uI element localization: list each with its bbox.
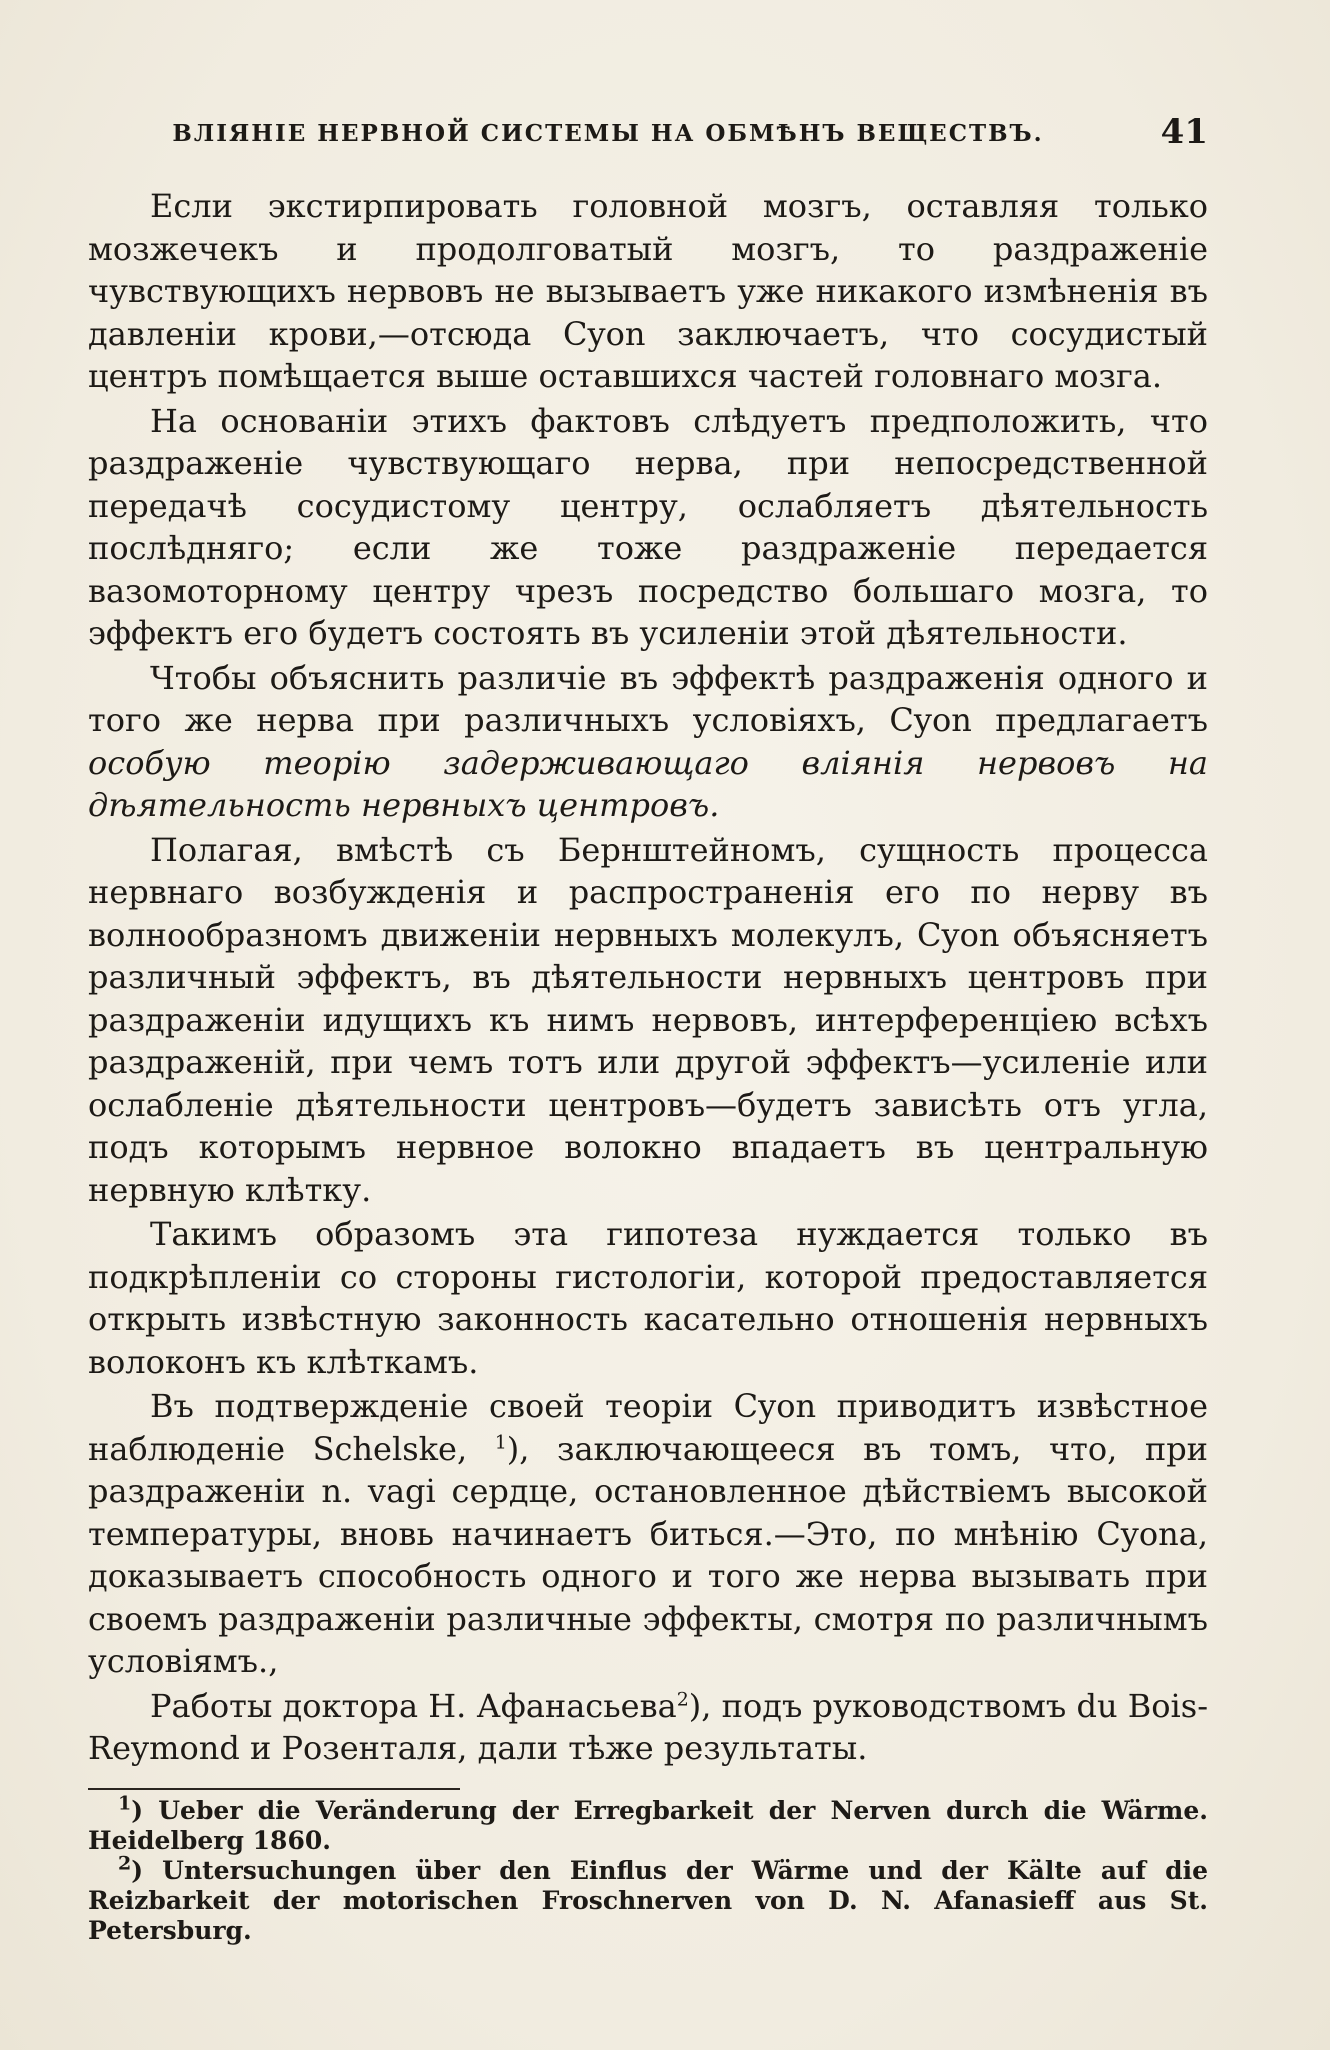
paragraph-6-text-a: Въ подтвержденіе своей теоріи Cyon приводитъ извѣстное наблюденіе Schelske, xyxy=(88,1387,1208,1468)
footnote-1 xyxy=(88,1792,1208,1856)
footnote-ref-1: 1 xyxy=(494,1430,507,1453)
paragraph-7-text-a: Работы доктора Н. Афанасьева xyxy=(150,1686,677,1725)
paragraph-6-text-b: ), заключающееся въ томъ, что, при раздраженіи n. vagi сердце, остановленное дѣйствіемъ высокой температуры, вновь начинаетъ биться.—Это, по мнѣнію Cyona, доказываетъ способность одного и того же нерва вызывать при своемъ раздраженіи различные эффекты, смотря по различнымъ условіямъ., xyxy=(88,1429,1209,1680)
running-title: ВЛІЯНІЕ НЕРВНОЙ СИСТЕМЫ НА ОБМѢНЪ ВЕЩЕСТВЪ. xyxy=(172,120,1044,147)
footnote-1-mark: 1 xyxy=(118,1792,132,1815)
footnotes xyxy=(88,1792,1208,1946)
paragraph-1: Если экстирпировать головной мозгъ, оставляя только мозжечекъ и продолговатый мозгъ, то раздраженіе чувствующихъ нервовъ не вызываетъ уже никакого измѣненія въ давленіи крови,—отсюда Cyon заключаетъ, что сосудистый центръ помѣщается выше оставшихся частей головнаго мозга. xyxy=(88,187,1208,395)
paragraph-5: Такимъ образомъ эта гипотеза нуждается только въ подкрѣпленіи со стороны гистологіи, которой предоставляется открыть извѣстную законность касательно отношенія нервныхъ волоконъ къ клѣткамъ. xyxy=(88,1215,1208,1381)
footnote-2-mark: 2 xyxy=(118,1852,132,1875)
footnote-2-text: ) Untersuchungen über den Einflus der Wärme und der Kälte auf die Reizbarkeit der motorischen Froschnerven von D. N. Afanasieff aus St. Petersburg. xyxy=(88,1856,1208,1945)
footnote-1-text: ) Ueber die Veränderung der Erregbarkeit der Nerven durch die Wärme. Heidelberg 1860. xyxy=(88,1796,1208,1855)
paragraph-7-text-b: ), подъ руководствомъ du Bois-Reymond и Розенталя, дали тѣже результаты. xyxy=(88,1686,1209,1767)
page-number: 41 xyxy=(1160,112,1208,152)
paragraph-6 xyxy=(88,1385,1208,1683)
page-header xyxy=(88,112,1208,156)
footnote-divider xyxy=(88,1788,460,1790)
paragraph-3-text: Чтобы объяснить различіе въ эффектѣ раздраженія одного и того же нерва при различныхъ условіяхъ, Cyon предлагаетъ xyxy=(88,658,1208,739)
paragraph-7 xyxy=(88,1685,1208,1770)
paragraph-2: На основаніи этихъ фактовъ слѣдуетъ предположить, что раздраженіе чувствующаго нерва, при непосредственной передачѣ сосудистому центру, ослабляетъ дѣятельность послѣдняго; если же тоже раздраженіе передается вазомоторному центру чрезъ посредство большаго мозга, то эффектъ его будетъ состоять въ усиленіи этой дѣятельности. xyxy=(88,401,1208,652)
paragraph-3 xyxy=(88,657,1208,827)
paragraph-4: Полагая, вмѣстѣ съ Бернштейномъ, сущность процесса нервнаго возбужденія и распространенія его по нерву въ волнообразномъ движеніи нервныхъ молекулъ, Cyon объясняетъ различный эффектъ, въ дѣятельности нервныхъ центровъ при раздраженіи идущихъ къ нимъ нервовъ, интерференціею всѣхъ раздраженій, при чемъ тотъ или другой эффектъ—усиленіе или ослабленіе дѣятельности центровъ—будетъ зависѣть отъ угла, подъ которымъ нервное волокно впадаетъ въ центральную нервную клѣтку. xyxy=(88,830,1208,1209)
theory-title-italic: особую теорію задерживающаго вліянія нервовъ на дѣятельность нервныхъ центровъ. xyxy=(88,743,1208,824)
body-text xyxy=(88,185,1208,1772)
footnote-ref-2: 2 xyxy=(676,1687,689,1710)
footnote-2 xyxy=(88,1852,1208,1946)
